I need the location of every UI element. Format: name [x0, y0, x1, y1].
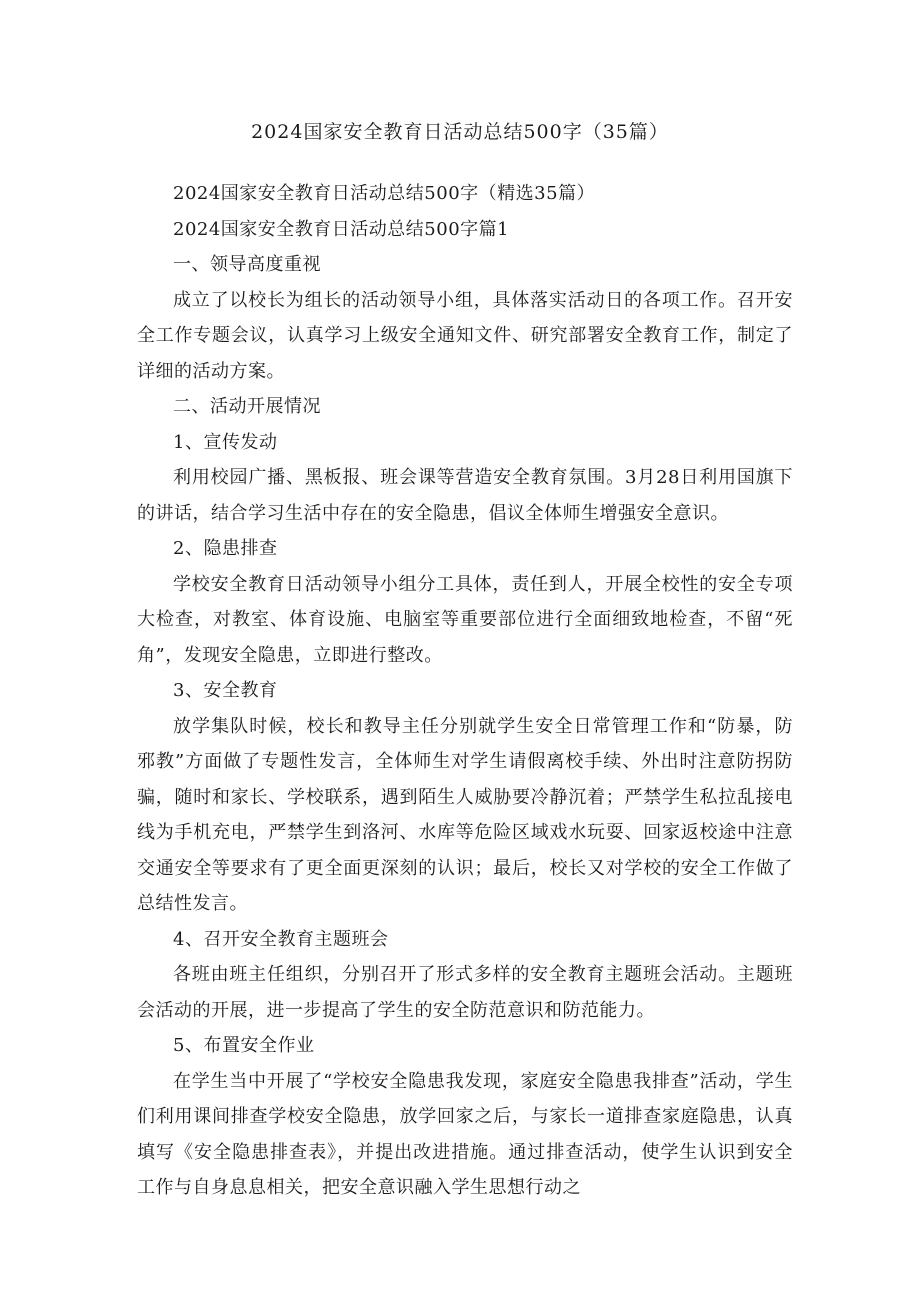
subheading-class-meeting: 4、召开安全教育主题班会: [173, 928, 389, 950]
subheading-publicity: 1、宣传发动: [173, 431, 278, 453]
subheading-homework: 5、布置安全作业: [173, 1035, 315, 1056]
body-paragraph: 在学生当中开展了“学校安全隐患我发现，家庭安全隐患我排查”活动，学生们利用课间排查学校安全隐患，放学回家之后，与家长一道排查家庭隐患，认真填写《安全隐患排查表》，并提出改进措施。通过排查活动，使学生认识到安全工作与自身息息相关，把安全意识融入学生思想行动之: [137, 1070, 793, 1198]
section-heading: 2024国家安全教育日活动总结500字篇1: [173, 218, 510, 240]
subheading-hazard-check: 2、隐患排查: [173, 538, 278, 559]
document-title: 2024国家安全教育日活动总结500字（35篇）: [251, 121, 669, 143]
subtitle-paragraph: 2024国家安全教育日活动总结500字（精选35篇）: [173, 183, 596, 204]
document-body: [137, 176, 793, 1206]
heading-activities: 二、活动开展情况: [173, 396, 321, 417]
body-paragraph: 利用校园广播、黑板报、班会课等营造安全教育氛围。3月28日利用国旗下的讲话，结合学习生活中存在的安全隐患，倡议全体师生增强安全意识。: [137, 467, 793, 524]
subheading-safety-education: 3、安全教育: [173, 680, 278, 701]
heading-leadership: 一、领导高度重视: [173, 254, 321, 275]
body-paragraph: 成立了以校长为组长的活动领导小组，具体落实活动日的各项工作。召开安全工作专题会议，认真学习上级安全通知文件、研究部署安全教育工作，制定了详细的活动方案。: [137, 289, 793, 382]
body-paragraph: 放学集队时候，校长和教导主任分别就学生安全日常管理工作和“防暴，防邪教”方面做了专题性发言，全体师生对学生请假离校手续、外出时注意防拐防骗，随时和家长、学校联系，遇到陌生人威胁要冷静沉着；严禁学生私拉乱接电线为手机充电，严禁学生到洛河、水库等危险区域戏水玩耍、回家返校途中注意交通安全等要求有了更全面更深刻的认识；最后，校长又对学校的安全工作做了总结性发言。: [137, 715, 793, 914]
body-paragraph: 各班由班主任组织，分别召开了形式多样的安全教育主题班会活动。主题班会活动的开展，进一步提高了学生的安全防范意识和防范能力。: [137, 964, 793, 1021]
body-paragraph: 学校安全教育日活动领导小组分工具体，责任到人，开展全校性的安全专项大检查，对教室、体育设施、电脑室等重要部位进行全面细致地检查，不留“死角”，发现安全隐患，立即进行整改。: [137, 573, 793, 666]
